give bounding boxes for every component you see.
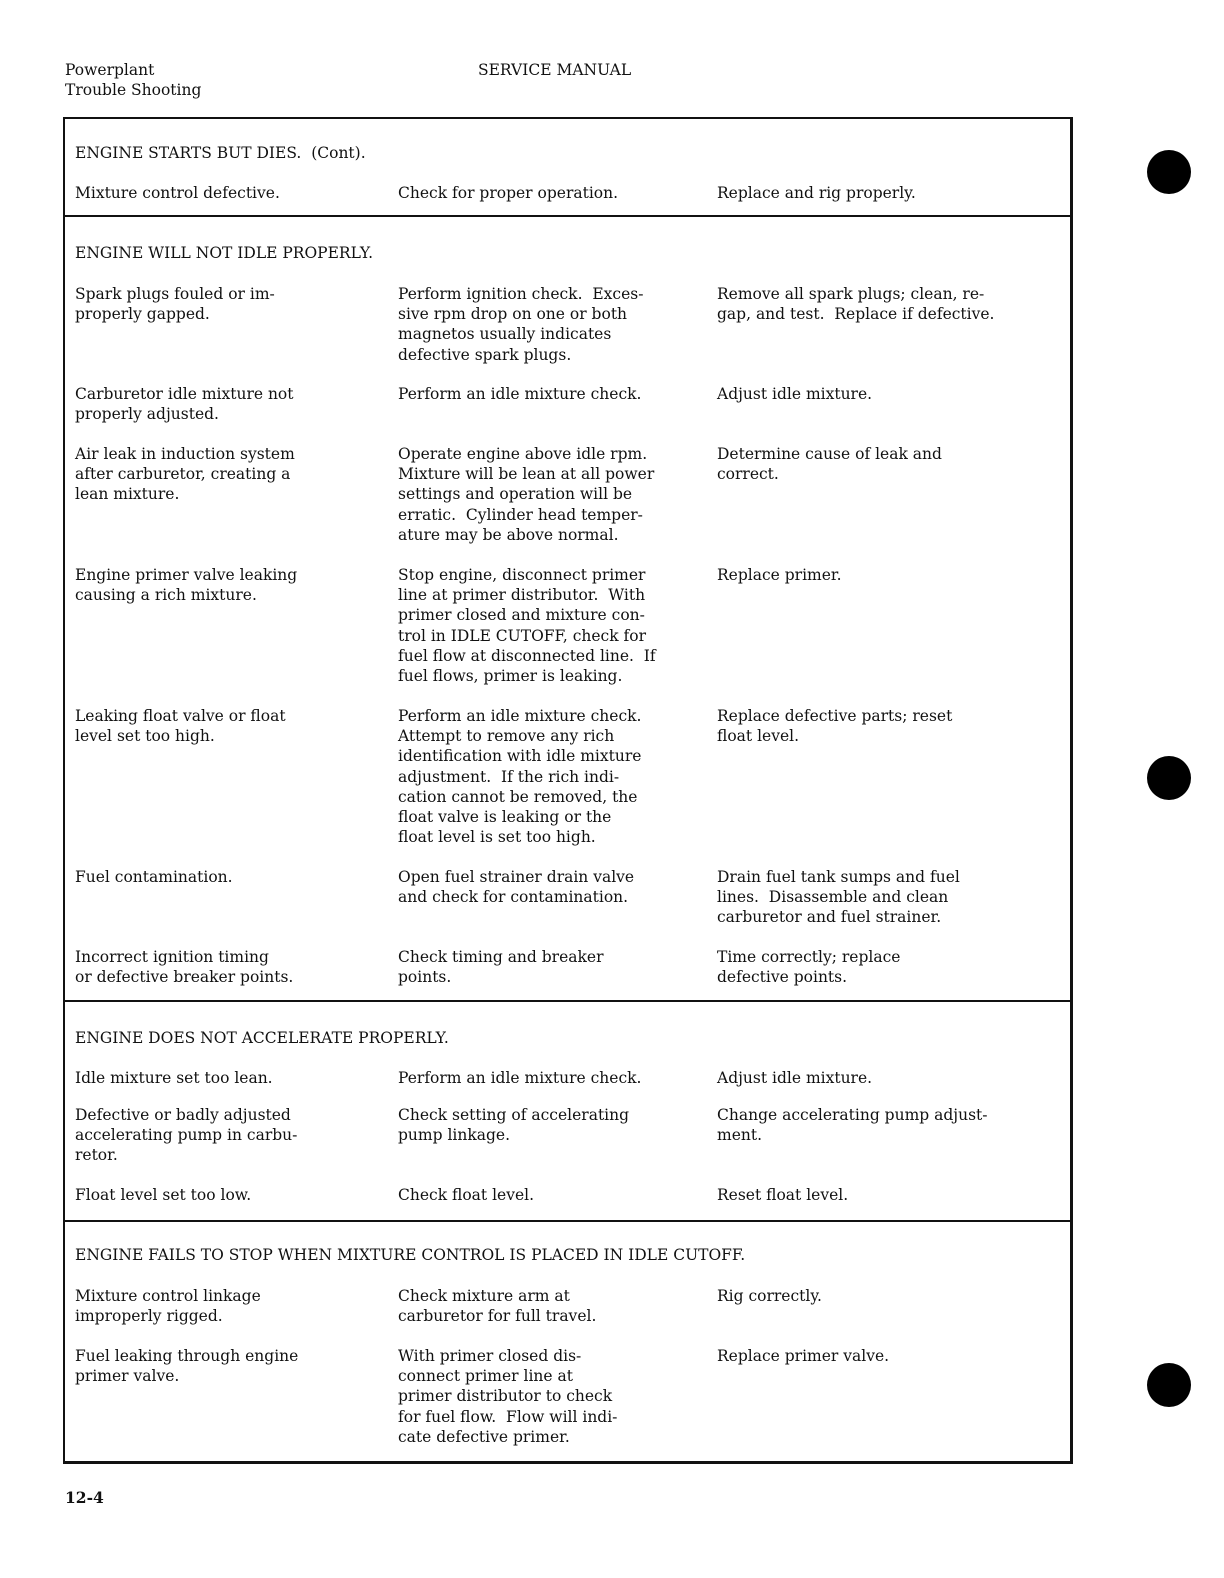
cell-line: primer closed and mixture con- xyxy=(398,606,645,625)
cell-line: Adjust idle mixture. xyxy=(717,385,873,403)
section-divider xyxy=(63,1220,1071,1222)
cell-line: fuel flows, primer is leaking. xyxy=(398,667,623,686)
cell-line: Adjust idle mixture. xyxy=(717,1069,873,1087)
cell-line: Air leak in induction system xyxy=(75,445,295,463)
cell-line: erratic. Cylinder head temper- xyxy=(398,505,643,524)
cell-trouble xyxy=(75,1068,273,1088)
cell-line: Check for proper operation. xyxy=(398,184,619,202)
cell-line: Defective or badly adjusted xyxy=(75,1106,291,1124)
cell-line: Idle mixture set too lean. xyxy=(75,1069,273,1087)
cell-line: sive rpm drop on one or both xyxy=(398,305,628,324)
cell-line: retor. xyxy=(75,1146,118,1165)
cell-line: Mixture control linkage xyxy=(75,1287,261,1305)
cell-line: or defective breaker points. xyxy=(75,968,294,987)
cell-line: Perform an idle mixture check. xyxy=(398,1069,642,1087)
section-title: ENGINE FAILS TO STOP WHEN MIXTURE CONTROL IS PLACED IN IDLE CUTOFF. xyxy=(75,1246,746,1264)
header-subsection: Trouble Shooting xyxy=(65,81,202,99)
section-title: ENGINE DOES NOT ACCELERATE PROPERLY. xyxy=(75,1029,449,1047)
binder-hole xyxy=(1147,150,1191,194)
cell-probable-cause xyxy=(398,1286,596,1326)
cell-line: points. xyxy=(398,968,452,987)
cell-line: magnetos usually indicates xyxy=(398,325,612,344)
header-title: SERVICE MANUAL xyxy=(478,61,632,79)
cell-remedy xyxy=(717,384,872,404)
cell-remedy xyxy=(717,284,994,324)
cell-probable-cause xyxy=(398,1068,641,1088)
cell-trouble xyxy=(75,444,295,505)
cell-line: settings and operation will be xyxy=(398,485,633,504)
cell-line: adjustment. If the rich indi- xyxy=(398,767,620,786)
cell-line: Time correctly; replace xyxy=(717,948,901,966)
cell-probable-cause xyxy=(398,565,656,686)
cell-line: Open fuel strainer drain valve xyxy=(398,868,635,886)
cell-trouble xyxy=(75,867,233,887)
cell-remedy xyxy=(717,565,842,585)
cell-trouble xyxy=(75,1185,251,1205)
cell-trouble xyxy=(75,706,286,746)
cell-remedy xyxy=(717,1185,848,1205)
header-section: Powerplant xyxy=(65,61,155,79)
cell-line: Fuel contamination. xyxy=(75,868,233,886)
cell-line: primer valve. xyxy=(75,1367,180,1386)
cell-line: Check timing and breaker xyxy=(398,948,604,966)
cell-line: float level is set too high. xyxy=(398,828,596,847)
cell-remedy xyxy=(717,1286,822,1306)
cell-probable-cause xyxy=(398,384,641,404)
cell-remedy xyxy=(717,867,960,928)
cell-line: defective points. xyxy=(717,968,848,987)
cell-line: Replace and rig properly. xyxy=(717,184,916,202)
cell-probable-cause xyxy=(398,1185,534,1205)
cell-line: Spark plugs fouled or im- xyxy=(75,285,275,303)
cell-line: causing a rich mixture. xyxy=(75,586,257,605)
cell-remedy xyxy=(717,947,900,987)
cell-line: Drain fuel tank sumps and fuel xyxy=(717,868,960,886)
cell-line: trol in IDLE CUTOFF, check for xyxy=(398,626,647,645)
cell-line: carburetor and fuel strainer. xyxy=(717,908,942,927)
cell-line: correct. xyxy=(717,465,779,484)
cell-line: Mixture control defective. xyxy=(75,184,280,202)
cell-trouble xyxy=(75,1105,297,1166)
cell-probable-cause xyxy=(398,444,654,545)
cell-line: ature may be above normal. xyxy=(398,525,619,544)
cell-probable-cause xyxy=(398,706,641,847)
cell-line: pump linkage. xyxy=(398,1126,511,1145)
binder-hole xyxy=(1147,1363,1191,1407)
cell-line: line at primer distributor. With xyxy=(398,586,646,605)
cell-remedy xyxy=(717,444,942,484)
cell-line: float level. xyxy=(717,727,800,746)
cell-line: cate defective primer. xyxy=(398,1427,570,1446)
cell-line: Engine primer valve leaking xyxy=(75,566,298,584)
cell-line: defective spark plugs. xyxy=(398,345,572,364)
cell-trouble xyxy=(75,1286,261,1326)
cell-line: Perform an idle mixture check. xyxy=(398,385,642,403)
page-number: 12-4 xyxy=(65,1488,104,1507)
cell-probable-cause xyxy=(398,284,643,365)
cell-line: Carburetor idle mixture not xyxy=(75,385,294,403)
cell-line: improperly rigged. xyxy=(75,1307,223,1326)
cell-remedy xyxy=(717,1346,889,1366)
cell-line: Reset float level. xyxy=(717,1186,849,1204)
cell-line: With primer closed dis- xyxy=(398,1347,582,1365)
cell-line: for fuel flow. Flow will indi- xyxy=(398,1407,618,1426)
cell-line: Remove all spark plugs; clean, re- xyxy=(717,285,985,303)
cell-line: Perform an idle mixture check. xyxy=(398,707,642,725)
cell-probable-cause xyxy=(398,183,618,203)
cell-remedy xyxy=(717,1105,988,1145)
cell-line: Fuel leaking through engine xyxy=(75,1347,299,1365)
cell-line: Check setting of accelerating xyxy=(398,1106,630,1124)
cell-probable-cause xyxy=(398,867,634,907)
cell-probable-cause xyxy=(398,1346,617,1447)
cell-line: Leaking float valve or float xyxy=(75,707,286,725)
cell-line: Replace defective parts; reset xyxy=(717,707,953,725)
cell-line: Determine cause of leak and xyxy=(717,445,942,463)
cell-line: carburetor for full travel. xyxy=(398,1307,597,1326)
cell-line: Replace primer valve. xyxy=(717,1347,890,1365)
cell-line: Rig correctly. xyxy=(717,1287,822,1305)
cell-remedy xyxy=(717,706,952,746)
section-divider xyxy=(63,1000,1071,1002)
cell-trouble xyxy=(75,565,297,605)
cell-trouble xyxy=(75,1346,298,1386)
cell-line: primer distributor to check xyxy=(398,1387,613,1406)
cell-line: Change accelerating pump adjust- xyxy=(717,1106,988,1124)
binder-hole xyxy=(1147,756,1191,800)
cell-line: Stop engine, disconnect primer xyxy=(398,566,646,584)
cell-probable-cause xyxy=(398,947,603,987)
cell-line: Operate engine above idle rpm. xyxy=(398,445,648,463)
cell-trouble xyxy=(75,183,280,203)
cell-trouble xyxy=(75,284,275,324)
cell-line: Perform ignition check. Exces- xyxy=(398,285,644,303)
cell-line: after carburetor, creating a xyxy=(75,465,291,484)
cell-probable-cause xyxy=(398,1105,629,1145)
cell-line: Float level set too low. xyxy=(75,1186,252,1204)
cell-line: ment. xyxy=(717,1126,763,1145)
cell-line: connect primer line at xyxy=(398,1367,573,1386)
cell-line: fuel flow at disconnected line. If xyxy=(398,646,656,665)
cell-line: lines. Disassemble and clean xyxy=(717,888,949,907)
cell-line: Mixture will be lean at all power xyxy=(398,465,655,484)
cell-remedy xyxy=(717,1068,872,1088)
cell-line: properly gapped. xyxy=(75,305,210,324)
cell-remedy xyxy=(717,183,916,203)
cell-line: float valve is leaking or the xyxy=(398,808,612,827)
cell-line: Attempt to remove any rich xyxy=(398,727,615,746)
cell-line: accelerating pump in carbu- xyxy=(75,1126,298,1145)
section-title: ENGINE STARTS BUT DIES. (Cont). xyxy=(75,144,366,162)
cell-trouble xyxy=(75,947,293,987)
cell-line: Incorrect ignition timing xyxy=(75,948,269,966)
section-title: ENGINE WILL NOT IDLE PROPERLY. xyxy=(75,244,374,262)
cell-line: gap, and test. Replace if defective. xyxy=(717,305,995,324)
cell-line: level set too high. xyxy=(75,727,215,746)
cell-line: lean mixture. xyxy=(75,485,180,504)
section-divider xyxy=(63,215,1071,217)
cell-line: and check for contamination. xyxy=(398,888,629,907)
cell-line: cation cannot be removed, the xyxy=(398,787,638,806)
cell-line: identification with idle mixture xyxy=(398,747,642,766)
cell-line: Check mixture arm at xyxy=(398,1287,570,1305)
cell-line: Replace primer. xyxy=(717,566,842,584)
cell-line: Check float level. xyxy=(398,1186,535,1204)
cell-trouble xyxy=(75,384,294,424)
cell-line: properly adjusted. xyxy=(75,405,219,424)
